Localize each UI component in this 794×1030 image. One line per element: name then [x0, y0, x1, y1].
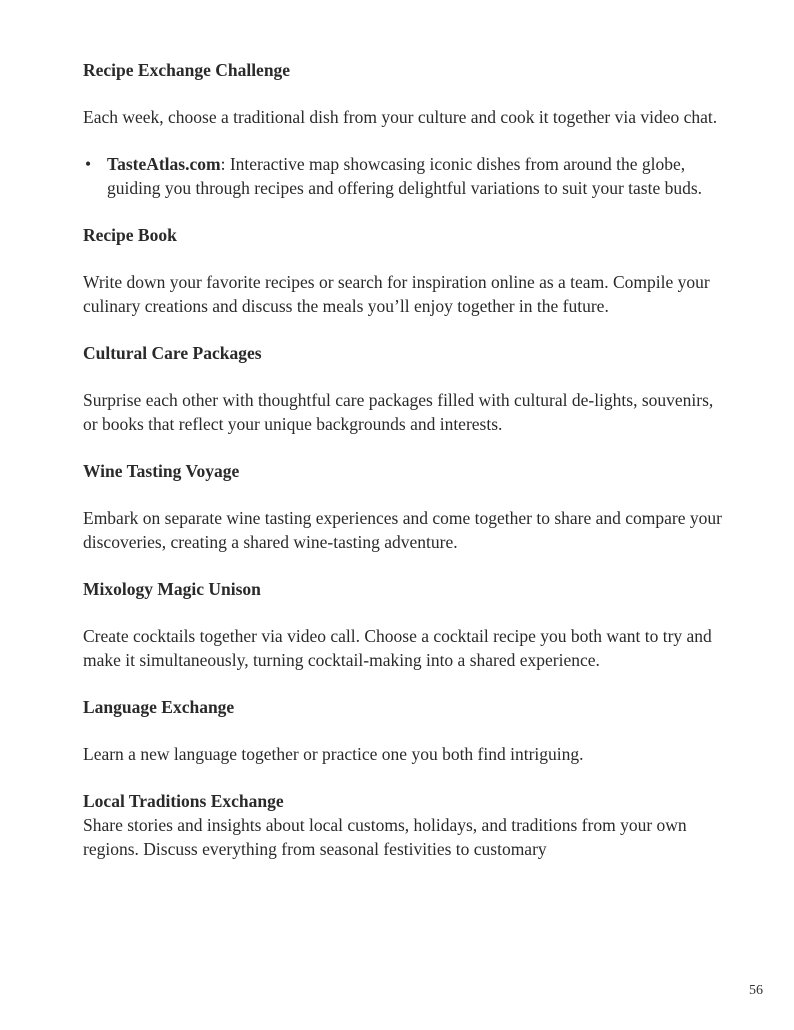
section-body-recipe-book: Write down your favorite recipes or search for inspiration online as a team. Compile your culinary creations and discuss the meals you’ll enjoy together in the future.	[83, 272, 710, 316]
tasteatlas-description: : Interactive map showcasing iconic dishes from around the globe, guiding you through recipes and offering delightful variations to suit your taste buds.	[107, 154, 703, 198]
resource-list	[83, 152, 723, 200]
page-content	[83, 58, 723, 861]
section-heading-local-traditions: Local Traditions Exchange	[83, 791, 284, 811]
page-number: 56	[749, 983, 763, 998]
section-heading-wine-tasting: Wine Tasting Voyage	[83, 461, 240, 481]
section-heading-language-exchange: Language Exchange	[83, 697, 235, 717]
section-body-language-exchange: Learn a new language together or practice one you both find intriguing.	[83, 744, 584, 764]
section-body-wine-tasting: Embark on separate wine tasting experiences and come together to share and compare your discoveries, creating a shared wine-tasting adventure.	[83, 508, 722, 552]
section-body-local-traditions: Share stories and insights about local customs, holidays, and traditions from your own regions. Discuss everything from seasonal festivities to customary	[83, 815, 687, 859]
section-heading-recipe-exchange: Recipe Exchange Challenge	[83, 60, 291, 80]
section-body-recipe-exchange: Each week, choose a traditional dish from your culture and cook it together via video chat.	[83, 107, 718, 127]
section-body-care-packages: Surprise each other with thoughtful care packages filled with cultural de-lights, souvenirs, or books that reflect your unique backgrounds and interests.	[83, 390, 714, 434]
section-heading-care-packages: Cultural Care Packages	[83, 343, 262, 363]
section-heading-mixology: Mixology Magic Unison	[83, 579, 261, 599]
tasteatlas-link: TasteAtlas.com	[107, 154, 221, 174]
section-body-mixology: Create cocktails together via video call. Choose a cocktail recipe you both want to try and make it simultaneously, turning cocktail-making into a shared experience.	[83, 626, 712, 670]
section-heading-recipe-book: Recipe Book	[83, 225, 177, 245]
bullet-icon: •	[85, 154, 92, 174]
list-item	[83, 152, 723, 200]
